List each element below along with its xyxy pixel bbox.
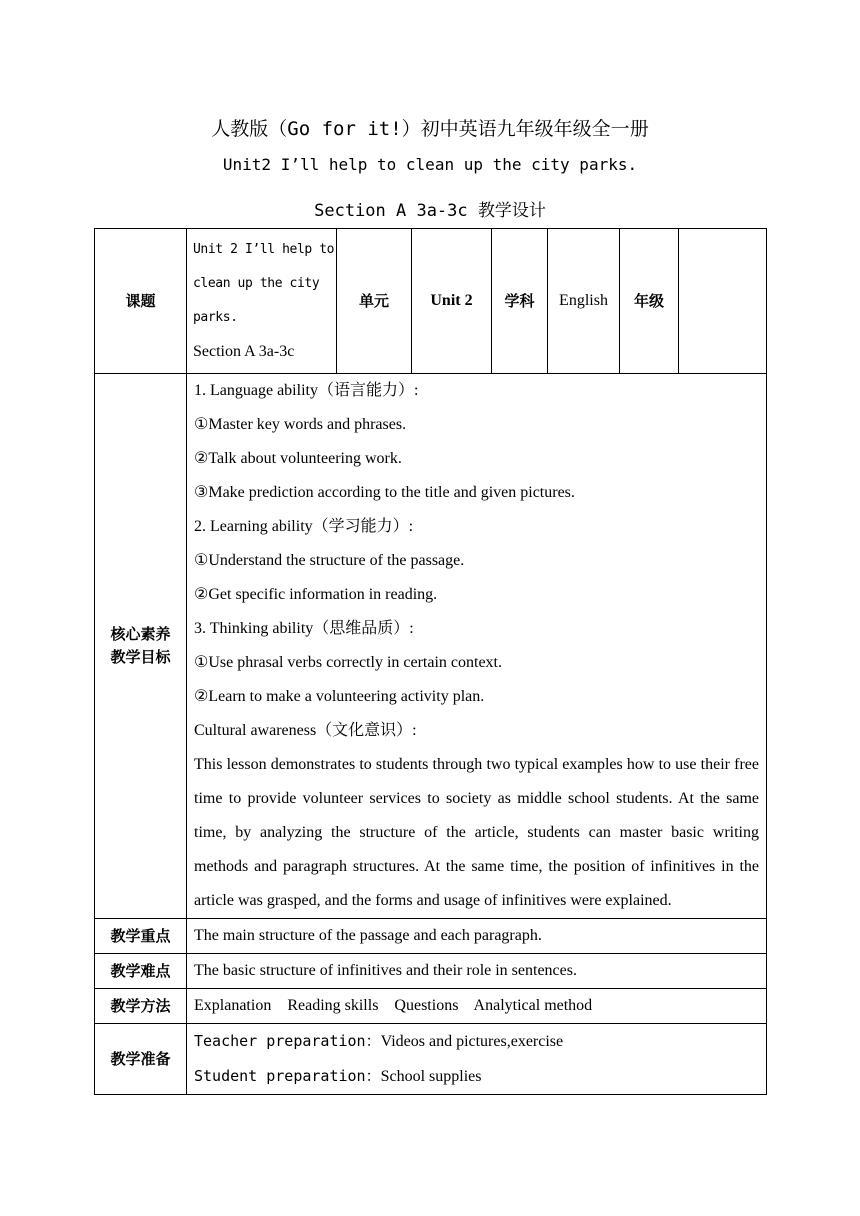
objectives-label-line-1: 核心素养 (110, 625, 171, 643)
methods-value (187, 989, 767, 1024)
objective-line: ②Get specific information in reading. (194, 586, 438, 603)
objective-line: ②Talk about volunteering work. (194, 450, 402, 467)
objective-line: ①Master key words and phrases. (194, 416, 407, 433)
difficulties-value: The basic structure of infinitives and their role in sentences. (187, 954, 767, 989)
objective-line: ③Make prediction according to the title and given pictures. (194, 484, 575, 501)
key-points-value: The main structure of the passage and each paragraph. (187, 919, 767, 954)
topic-label: 课题 (95, 229, 187, 374)
student-preparation (194, 1059, 759, 1094)
method-item: Questions (394, 997, 459, 1014)
method-item: Explanation (194, 997, 272, 1014)
preparation-label: 教学准备 (95, 1024, 187, 1095)
objective-line: 3. Thinking ability（思维品质）: (194, 620, 414, 637)
objectives-label-line-2: 教学目标 (110, 648, 171, 666)
topic-line-2: clean up the city (193, 276, 320, 291)
objectives-row (95, 374, 767, 919)
student-preparation-label: Student preparation： (194, 1067, 381, 1085)
objectives-label (95, 374, 187, 919)
topic-section: Section A 3a-3c (193, 343, 295, 360)
grade-value (679, 229, 767, 374)
preparation-row (95, 1024, 767, 1095)
difficulties-label: 教学难点 (95, 954, 187, 989)
objective-line: 1. Language ability（语言能力）: (194, 382, 419, 399)
method-item: Analytical method (473, 997, 593, 1014)
objectives-content (187, 374, 767, 919)
objective-line: 2. Learning ability（学习能力）: (194, 518, 414, 535)
teacher-preparation (194, 1024, 759, 1059)
lesson-plan-table (94, 228, 767, 1095)
teacher-preparation-value: Videos and pictures,exercise (380, 1033, 564, 1050)
topic-line-3: parks. (193, 310, 238, 325)
methods-row (95, 989, 767, 1024)
unit-label: 单元 (337, 229, 412, 374)
objective-line: Cultural awareness（文化意识）: (194, 722, 417, 739)
objective-line: ①Understand the structure of the passage. (194, 552, 465, 569)
student-preparation-value: School supplies (380, 1068, 482, 1085)
methods-label: 教学方法 (95, 989, 187, 1024)
grade-label: 年级 (620, 229, 679, 374)
difficulties-row (95, 954, 767, 989)
cultural-awareness-paragraph: This lesson demonstrates to students through two typical examples how to use their free time to provide volunteer services to society as middle school students. At the same time, by analyzing the structure of the article, students can master basic writing methods and paragraph structures. At the same time, the position of infinitives in the article was grasped, and the forms and usage of infinitives were explained. (194, 756, 759, 909)
key-points-label: 教学重点 (95, 919, 187, 954)
topic-value (187, 229, 337, 374)
topic-line-1: Unit 2 I’ll help to (193, 242, 335, 257)
document-title: 人教版（Go for it!）初中英语九年级年级全一册 (211, 118, 649, 140)
unit-value: Unit 2 (412, 229, 492, 374)
unit-title: Unit2 I’ll help to clean up the city parks. (222, 155, 638, 174)
section-title: Section A 3a-3c 教学设计 (314, 201, 546, 221)
objective-line: ①Use phrasal verbs correctly in certain context. (194, 654, 502, 671)
method-item: Reading skills (287, 997, 379, 1014)
subject-label: 学科 (492, 229, 548, 374)
teacher-preparation-label: Teacher preparation： (194, 1032, 381, 1050)
subject-value: English (548, 229, 620, 374)
key-points-row (95, 919, 767, 954)
objective-line: ②Learn to make a volunteering activity plan. (194, 688, 485, 705)
info-row (95, 229, 767, 374)
preparation-value (187, 1024, 767, 1095)
